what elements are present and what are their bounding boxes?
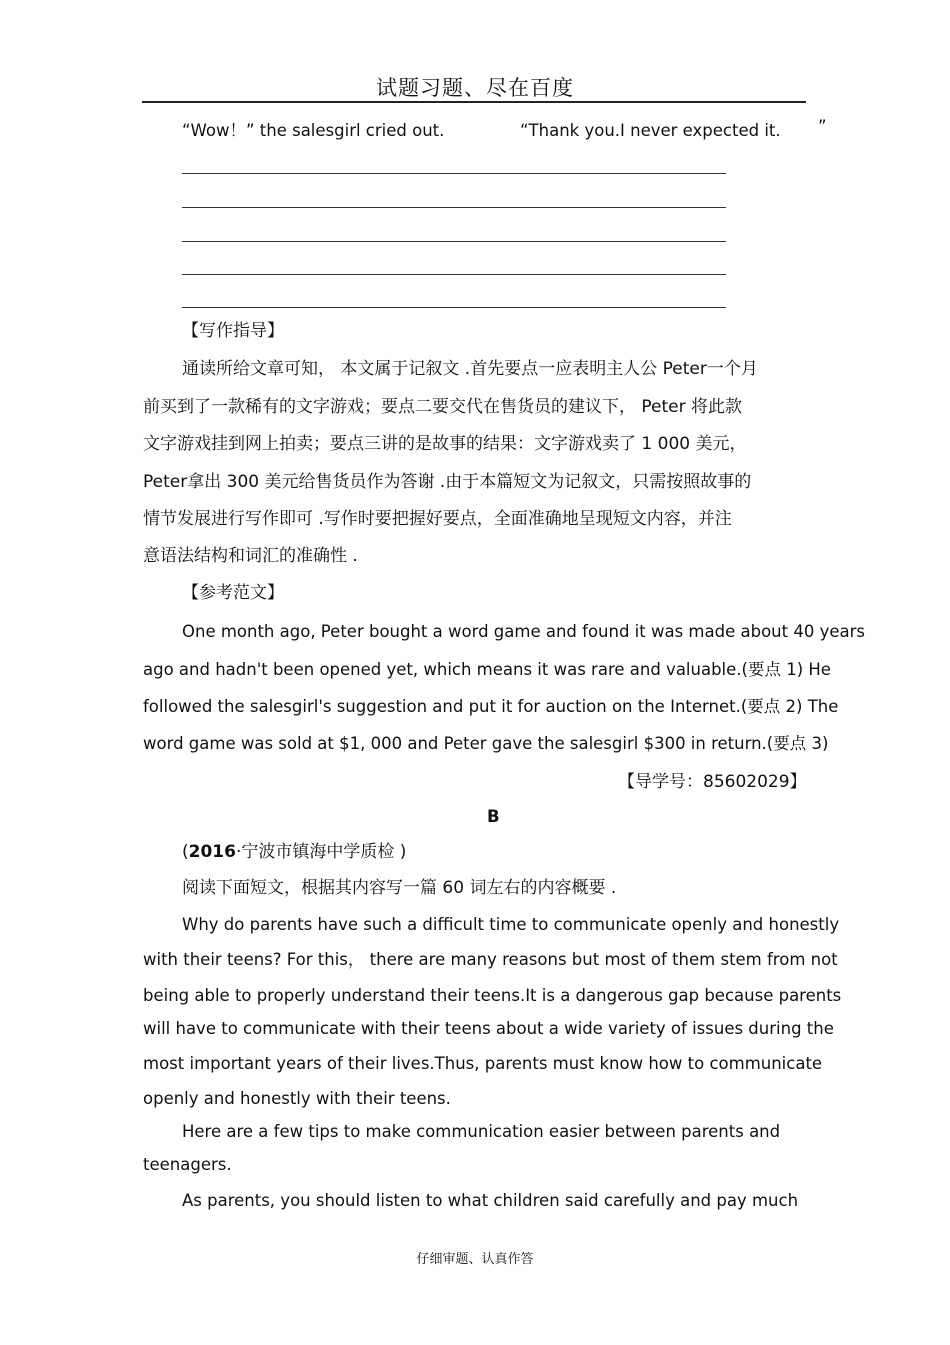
answer-line — [182, 241, 726, 242]
writing-guide-line: 文字游戏挂到网上拍卖；要点三讲的是故事的结果：文字游戏卖了 1 000 美元， — [143, 434, 747, 454]
sample-heading: 【参考范文】 — [182, 583, 284, 603]
guide-number: 【导学号：85602029】 — [618, 772, 807, 792]
sample-line: followed the salesgirl's suggestion and put it for auction on the Internet.(要点 2) The — [143, 697, 839, 716]
writing-guide-line: 意语法结构和词汇的准确性 . — [143, 546, 358, 566]
passage-line: teenagers. — [143, 1155, 232, 1174]
writing-guide-line: 情节发展进行写作即可 .写作时要把握好要点，全面准确地呈现短文内容，并注 — [143, 509, 732, 529]
source-year: 2016 — [188, 842, 236, 862]
passage-line: with their teens? For this， there are many reasons but most of them stem from not — [143, 950, 838, 969]
writing-guide-heading: 【写作指导】 — [182, 321, 284, 341]
passage-line: most important years of their lives.Thus, parents must know how to communicate — [143, 1054, 823, 1073]
passage-line: As parents, you should listen to what children said carefully and pay much — [182, 1191, 799, 1210]
answer-line — [182, 274, 726, 275]
header-divider — [142, 101, 806, 103]
passage-line: being able to properly understand their teens.It is a dangerous gap because parents — [143, 986, 842, 1005]
sample-line: ago and hadn't been opened yet, which means it was rare and valuable.(要点 1) He — [143, 660, 831, 679]
source-name: ·宁波市镇海中学质检 ) — [235, 842, 407, 862]
sample-line: word game was sold at $1, 000 and Peter gave the salesgirl $300 in return.(要点 3) — [143, 734, 829, 753]
sample-line: One month ago, Peter bought a word game and found it was made about 40 years — [182, 622, 865, 641]
writing-guide-line: Peter拿出 300 美元给售货员作为答谢 .由于本篇短文为记叙文，只需按照故事的 — [143, 472, 752, 492]
dialogue-exclamation: “Wow！” the salesgirl cried out. — [182, 121, 445, 140]
passage-line: Here are a few tips to make communication easier between parents and — [182, 1122, 781, 1141]
page-header-title: 试题习题、尽在百度 — [376, 76, 574, 100]
page-footer: 仔细审题、认真作答 — [416, 1252, 534, 1267]
answer-line — [182, 207, 726, 208]
section-b-label: B — [487, 807, 500, 826]
dialogue-closing-quote: ” — [818, 117, 827, 136]
passage-line: openly and honestly with their teens. — [143, 1089, 451, 1108]
answer-line — [182, 307, 726, 308]
answer-line — [182, 173, 726, 174]
section-b-source: (2016·宁波市镇海中学质检 ) — [182, 842, 407, 862]
dialogue-thanks: “Thank you.I never expected it. — [520, 121, 781, 140]
writing-guide-line: 通读所给文章可知， 本文属于记叙文 .首先要点一应表明主人公 Peter一个月 — [182, 359, 758, 379]
passage-line: Why do parents have such a difficult time to communicate openly and honestly — [182, 915, 840, 934]
section-b-instruction: 阅读下面短文，根据其内容写一篇 60 词左右的内容概要 . — [182, 878, 617, 898]
writing-guide-line: 前买到了一款稀有的文字游戏；要点二要交代在售货员的建议下， Peter 将此款 — [143, 397, 743, 417]
passage-line: will have to communicate with their teens about a wide variety of issues during the — [143, 1019, 834, 1038]
